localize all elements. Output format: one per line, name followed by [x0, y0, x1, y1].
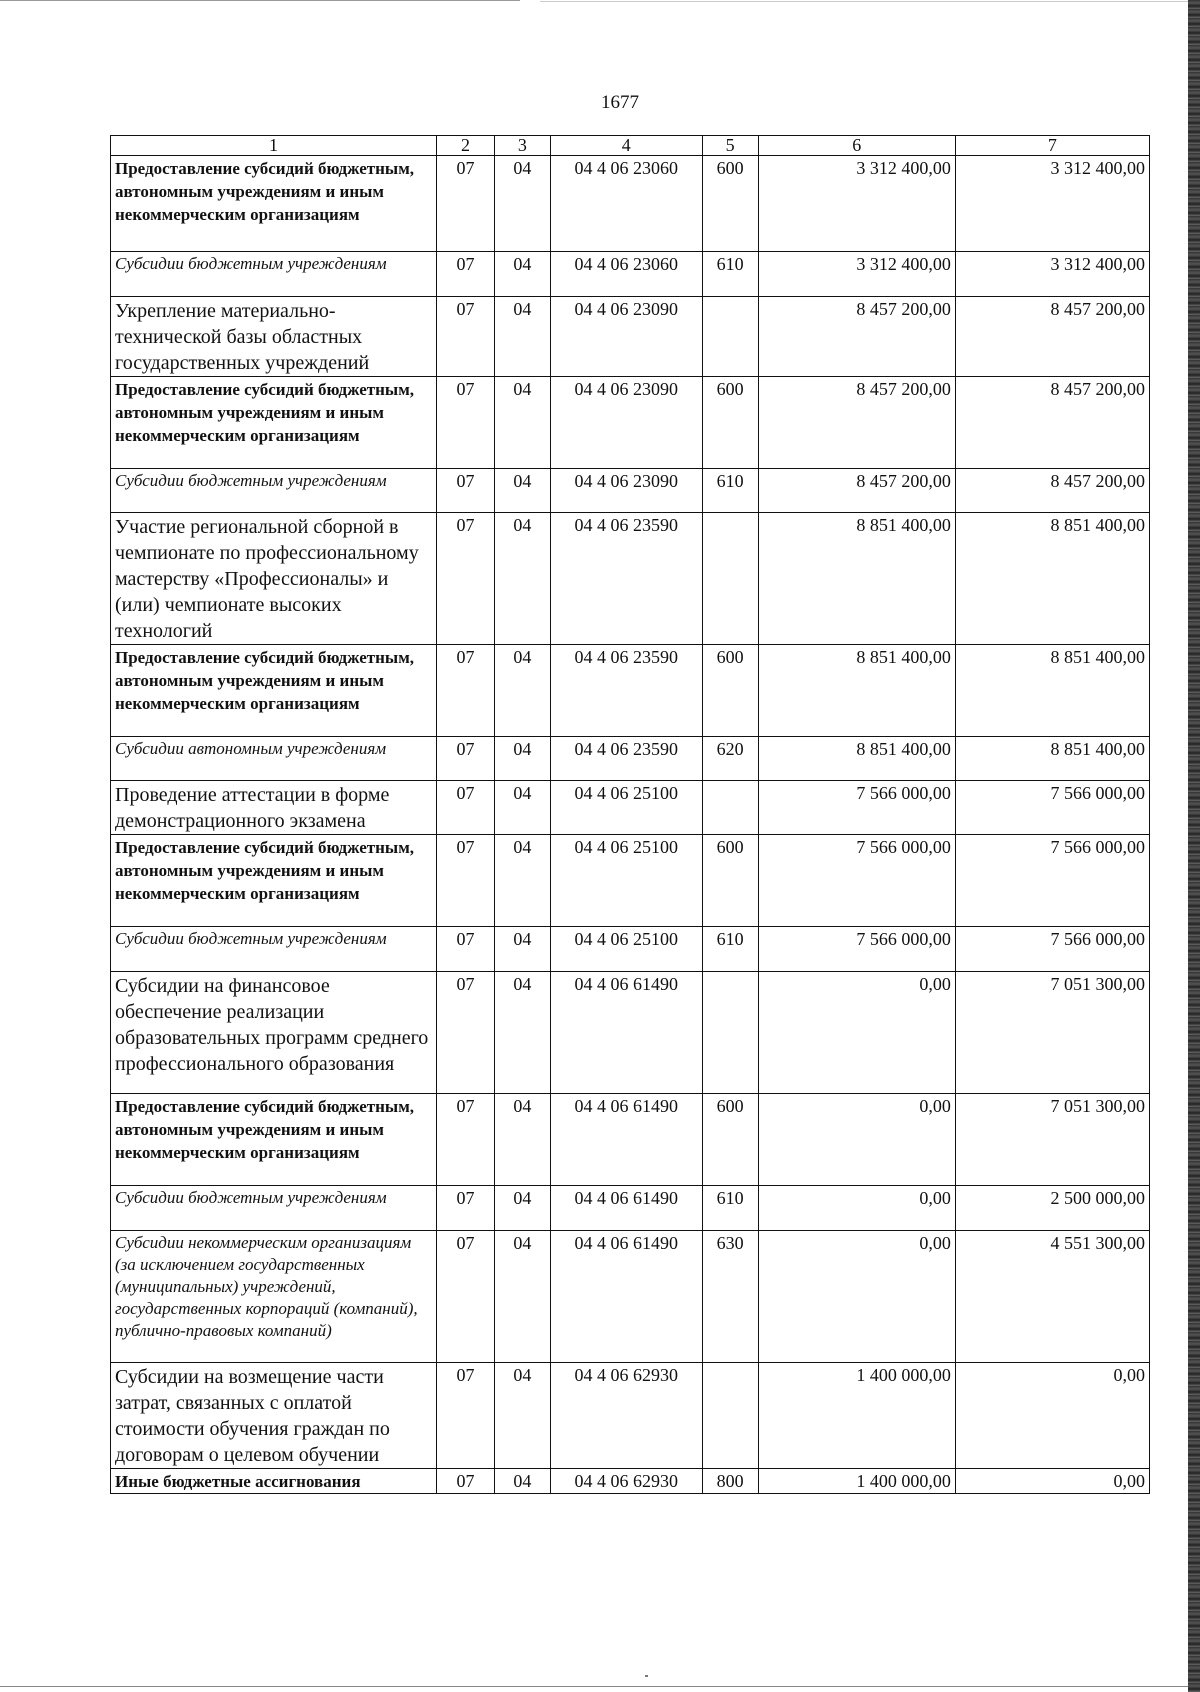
row-amount-1: 8 457 200,00	[758, 377, 955, 469]
header-col-5: 5	[702, 136, 758, 156]
row-section: 07	[436, 972, 494, 1094]
row-expense-type	[702, 297, 758, 377]
row-amount-2: 7 566 000,00	[955, 927, 1149, 972]
table-row	[111, 513, 1150, 645]
table-row	[111, 156, 1150, 252]
table-row	[111, 1363, 1150, 1469]
table-row	[111, 469, 1150, 513]
row-subsection: 04	[494, 469, 550, 513]
table-row	[111, 645, 1150, 737]
row-subsection: 04	[494, 1186, 550, 1231]
row-section: 07	[436, 1363, 494, 1469]
row-section: 07	[436, 377, 494, 469]
row-amount-1: 3 312 400,00	[758, 156, 955, 252]
row-amount-2: 4 551 300,00	[955, 1231, 1149, 1363]
row-amount-1: 8 851 400,00	[758, 737, 955, 781]
row-subsection: 04	[494, 972, 550, 1094]
row-amount-2: 8 457 200,00	[955, 469, 1149, 513]
row-amount-2: 2 500 000,00	[955, 1186, 1149, 1231]
header-col-4: 4	[550, 136, 702, 156]
row-name: Предоставление субсидий бюджетным, автономным учреждениям и иным некоммерческим организациям	[111, 156, 437, 252]
row-target-code: 04 4 06 25100	[550, 781, 702, 835]
table-row	[111, 297, 1150, 377]
row-section: 07	[436, 781, 494, 835]
scan-edge-top-faint	[540, 1, 1200, 2]
table-row	[111, 1094, 1150, 1186]
row-section: 07	[436, 1094, 494, 1186]
row-target-code: 04 4 06 23590	[550, 737, 702, 781]
row-amount-1: 0,00	[758, 1231, 955, 1363]
row-subsection: 04	[494, 297, 550, 377]
row-subsection: 04	[494, 1094, 550, 1186]
row-subsection: 04	[494, 645, 550, 737]
row-amount-2: 8 851 400,00	[955, 645, 1149, 737]
row-section: 07	[436, 1469, 494, 1494]
row-section: 07	[436, 1186, 494, 1231]
table-row	[111, 252, 1150, 297]
table-row	[111, 737, 1150, 781]
row-expense-type: 610	[702, 927, 758, 972]
row-expense-type: 610	[702, 252, 758, 297]
row-expense-type: 600	[702, 377, 758, 469]
row-name: Предоставление субсидий бюджетным, автономным учреждениям и иным некоммерческим организациям	[111, 835, 437, 927]
row-name: Предоставление субсидий бюджетным, автономным учреждениям и иным некоммерческим организациям	[111, 1094, 437, 1186]
row-amount-1: 8 851 400,00	[758, 513, 955, 645]
row-section: 07	[436, 252, 494, 297]
row-expense-type: 600	[702, 1094, 758, 1186]
row-name: Субсидии бюджетным учреждениям	[111, 252, 437, 297]
row-name: Субсидии на финансовое обеспечение реализации образовательных программ среднего профессионального образования	[111, 972, 437, 1094]
row-amount-1: 7 566 000,00	[758, 781, 955, 835]
row-subsection: 04	[494, 156, 550, 252]
row-amount-1: 0,00	[758, 1094, 955, 1186]
row-amount-1: 3 312 400,00	[758, 252, 955, 297]
row-section: 07	[436, 835, 494, 927]
row-name: Предоставление субсидий бюджетным, автономным учреждениям и иным некоммерческим организациям	[111, 645, 437, 737]
table-row	[111, 781, 1150, 835]
row-target-code: 04 4 06 23090	[550, 469, 702, 513]
row-section: 07	[436, 513, 494, 645]
row-expense-type	[702, 1363, 758, 1469]
header-col-1: 1	[111, 136, 437, 156]
scan-edge-right	[1188, 0, 1200, 1692]
row-expense-type: 800	[702, 1469, 758, 1494]
row-subsection: 04	[494, 1469, 550, 1494]
row-target-code: 04 4 06 23590	[550, 513, 702, 645]
row-amount-2: 3 312 400,00	[955, 156, 1149, 252]
row-section: 07	[436, 737, 494, 781]
row-expense-type: 620	[702, 737, 758, 781]
page-number: 1677	[601, 92, 639, 113]
scan-speck	[645, 1675, 648, 1677]
row-amount-2: 8 851 400,00	[955, 737, 1149, 781]
row-target-code: 04 4 06 23060	[550, 252, 702, 297]
row-amount-2: 0,00	[955, 1363, 1149, 1469]
header-col-3: 3	[494, 136, 550, 156]
row-target-code: 04 4 06 23090	[550, 297, 702, 377]
row-name: Субсидии бюджетным учреждениям	[111, 927, 437, 972]
header-row	[111, 136, 1150, 156]
row-section: 07	[436, 927, 494, 972]
row-name: Предоставление субсидий бюджетным, автономным учреждениям и иным некоммерческим организациям	[111, 377, 437, 469]
row-expense-type: 600	[702, 645, 758, 737]
row-target-code: 04 4 06 62930	[550, 1363, 702, 1469]
row-target-code: 04 4 06 25100	[550, 835, 702, 927]
row-amount-2: 8 851 400,00	[955, 513, 1149, 645]
row-subsection: 04	[494, 252, 550, 297]
row-target-code: 04 4 06 61490	[550, 1231, 702, 1363]
row-section: 07	[436, 156, 494, 252]
row-section: 07	[436, 297, 494, 377]
row-subsection: 04	[494, 835, 550, 927]
row-amount-1: 1 400 000,00	[758, 1469, 955, 1494]
row-expense-type: 610	[702, 469, 758, 513]
row-subsection: 04	[494, 781, 550, 835]
scan-edge-top	[0, 0, 520, 1]
row-target-code: 04 4 06 62930	[550, 1469, 702, 1494]
row-target-code: 04 4 06 61490	[550, 1094, 702, 1186]
row-name: Субсидии автономным учреждениям	[111, 737, 437, 781]
row-subsection: 04	[494, 737, 550, 781]
row-section: 07	[436, 469, 494, 513]
row-target-code: 04 4 06 61490	[550, 1186, 702, 1231]
table-row	[111, 1186, 1150, 1231]
row-name: Субсидии на возмещение части затрат, связанных с оплатой стоимости обучения граждан по договорам о целевом обучении	[111, 1363, 437, 1469]
row-amount-1: 1 400 000,00	[758, 1363, 955, 1469]
row-name: Субсидии бюджетным учреждениям	[111, 1186, 437, 1231]
row-amount-1: 7 566 000,00	[758, 835, 955, 927]
row-name: Проведение аттестации в форме демонстрационного экзамена	[111, 781, 437, 835]
header-col-2: 2	[436, 136, 494, 156]
row-amount-2: 7 566 000,00	[955, 835, 1149, 927]
row-expense-type: 610	[702, 1186, 758, 1231]
table-row	[111, 972, 1150, 1094]
row-name: Субсидии некоммерческим организациям (за исключением государственных (муниципальных) учреждений, государственных корпораций (компаний), публично-правовых компаний)	[111, 1231, 437, 1363]
row-amount-2: 3 312 400,00	[955, 252, 1149, 297]
table-body	[111, 156, 1150, 1494]
row-section: 07	[436, 645, 494, 737]
row-amount-1: 0,00	[758, 1186, 955, 1231]
row-name: Иные бюджетные ассигнования	[111, 1469, 437, 1494]
row-subsection: 04	[494, 513, 550, 645]
row-subsection: 04	[494, 927, 550, 972]
budget-table	[110, 135, 1150, 1494]
header-col-6: 6	[758, 136, 955, 156]
table-row	[111, 927, 1150, 972]
row-expense-type	[702, 972, 758, 1094]
row-expense-type: 630	[702, 1231, 758, 1363]
row-amount-2: 7 051 300,00	[955, 972, 1149, 1094]
row-target-code: 04 4 06 23090	[550, 377, 702, 469]
row-amount-1: 0,00	[758, 972, 955, 1094]
row-amount-1: 8 457 200,00	[758, 297, 955, 377]
row-amount-1: 8 457 200,00	[758, 469, 955, 513]
row-amount-2: 8 457 200,00	[955, 297, 1149, 377]
row-section: 07	[436, 1231, 494, 1363]
table-row	[111, 1469, 1150, 1494]
scan-edge-bottom	[0, 1686, 1188, 1687]
row-name: Участие региональной сборной в чемпионате по профессиональному мастерству «Профессионалы» и (или) чемпионате высоких технологий	[111, 513, 437, 645]
header-col-7: 7	[955, 136, 1149, 156]
row-amount-2: 7 566 000,00	[955, 781, 1149, 835]
table-row	[111, 1231, 1150, 1363]
row-amount-2: 7 051 300,00	[955, 1094, 1149, 1186]
row-expense-type: 600	[702, 835, 758, 927]
row-expense-type	[702, 513, 758, 645]
row-name: Укрепление материально-технической базы областных государственных учреждений	[111, 297, 437, 377]
row-subsection: 04	[494, 377, 550, 469]
row-target-code: 04 4 06 61490	[550, 972, 702, 1094]
row-amount-2: 8 457 200,00	[955, 377, 1149, 469]
row-name: Субсидии бюджетным учреждениям	[111, 469, 437, 513]
row-amount-1: 7 566 000,00	[758, 927, 955, 972]
row-amount-1: 8 851 400,00	[758, 645, 955, 737]
row-expense-type	[702, 781, 758, 835]
row-subsection: 04	[494, 1363, 550, 1469]
row-target-code: 04 4 06 23590	[550, 645, 702, 737]
row-target-code: 04 4 06 25100	[550, 927, 702, 972]
table-row	[111, 377, 1150, 469]
row-target-code: 04 4 06 23060	[550, 156, 702, 252]
table-row	[111, 835, 1150, 927]
row-amount-2: 0,00	[955, 1469, 1149, 1494]
row-subsection: 04	[494, 1231, 550, 1363]
row-expense-type: 600	[702, 156, 758, 252]
